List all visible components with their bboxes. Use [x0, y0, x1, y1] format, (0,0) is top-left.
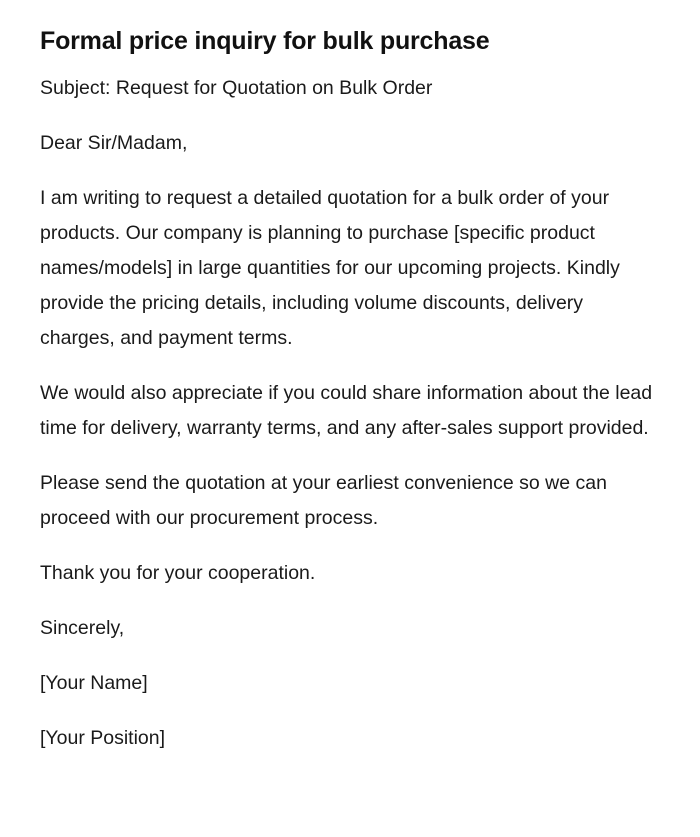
body-paragraph-additional-info: We would also appreciate if you could share information about the lead time for delivery, warranty terms, and any after-sales support provided. — [40, 382, 653, 439]
body-paragraph-request: I am writing to request a detailed quotation for a bulk order of your products. Our company is planning to purchase [specific product names/models] in large quantities for our upcoming projects. Kindly provide the pricing details, including volume discounts, delivery charges, and payment terms. — [40, 187, 620, 349]
document-title: Formal price inquiry for bulk purchase — [40, 27, 490, 55]
salutation: Dear Sir/Madam, — [40, 132, 188, 154]
subject-line: Subject: Request for Quotation on Bulk Order — [40, 77, 433, 99]
thanks-line: Thank you for your cooperation. — [40, 562, 316, 584]
signature-name: [Your Name] — [40, 672, 148, 694]
signature-position: [Your Position] — [40, 727, 166, 749]
body-paragraph-closing-request: Please send the quotation at your earliest convenience so we can proceed with our procurement process. — [40, 472, 607, 529]
closing-line: Sincerely, — [40, 617, 125, 639]
